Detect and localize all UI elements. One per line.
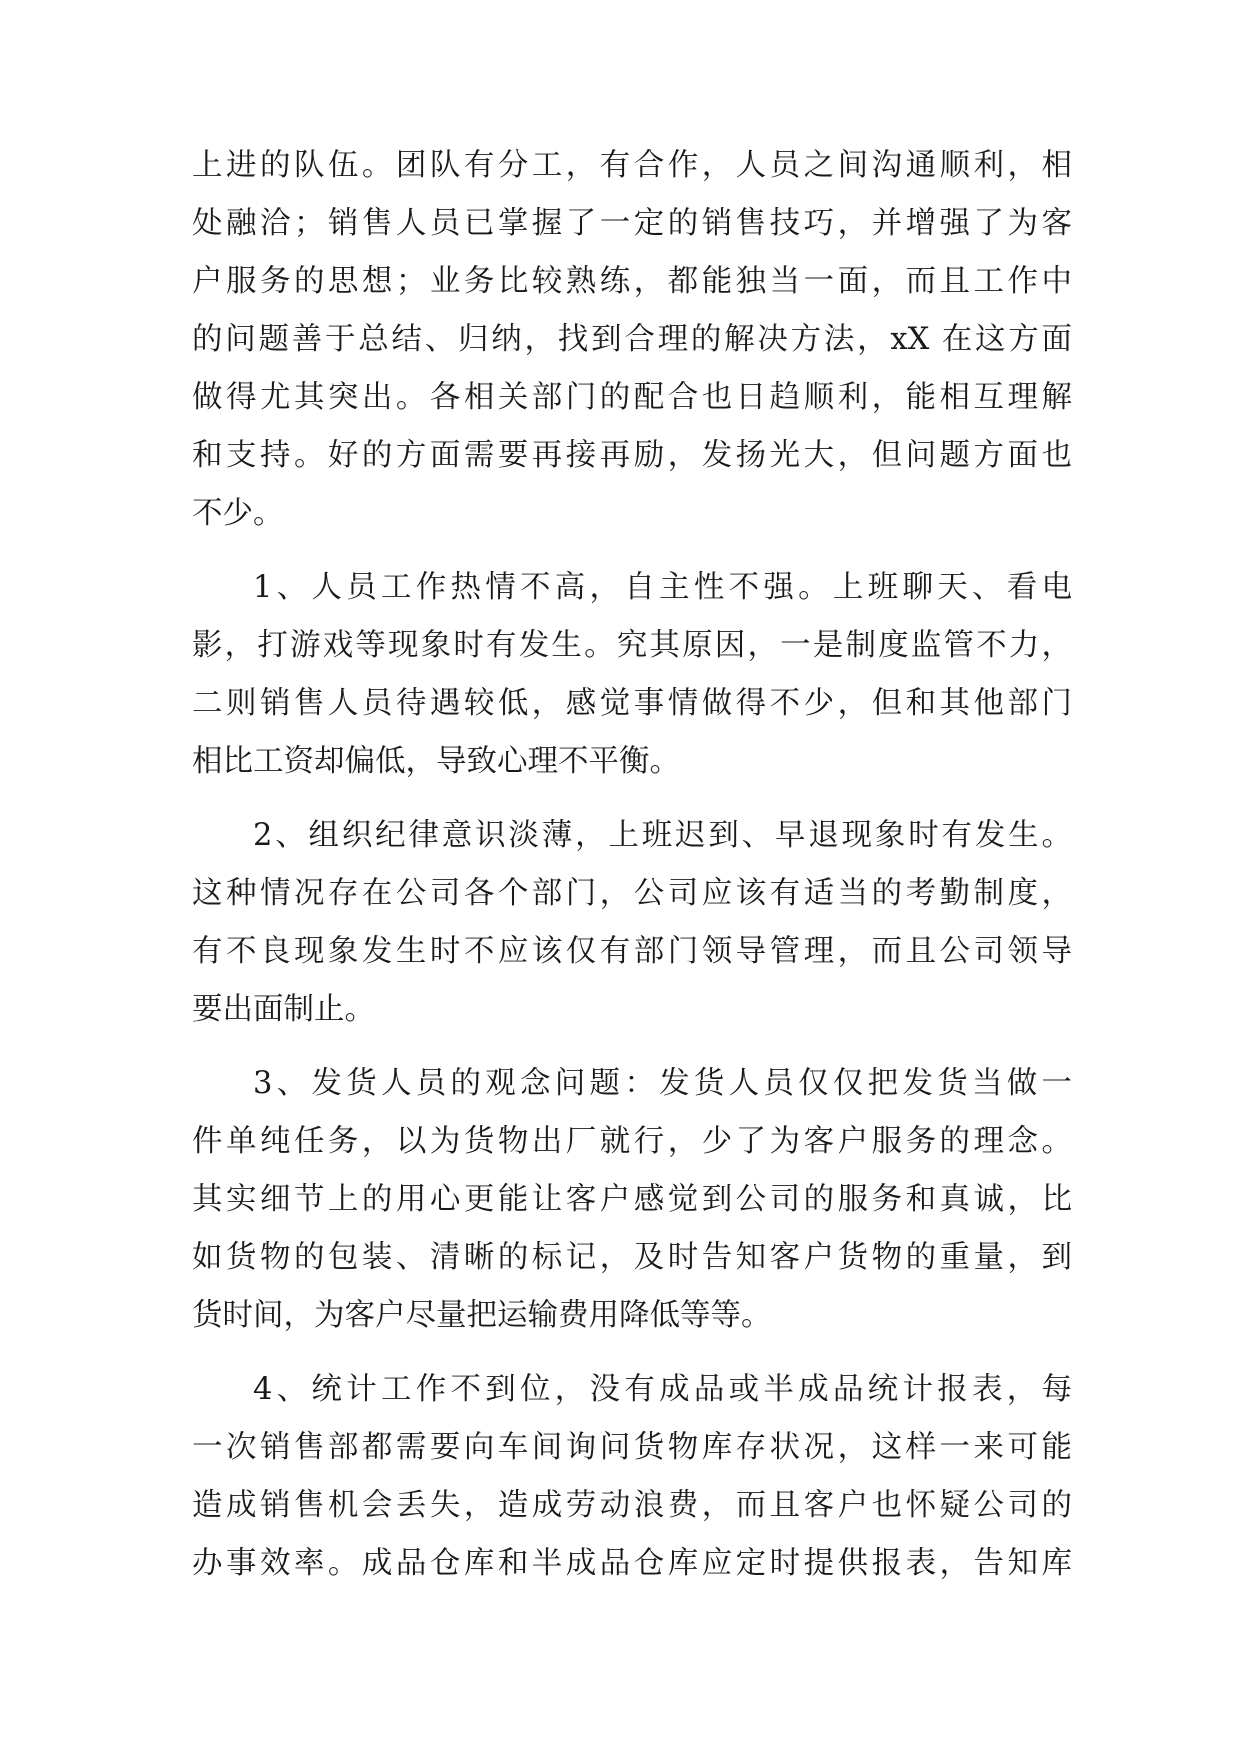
text-line: 其实细节上的用心更能让客户感觉到公司的服务和真诚，比 <box>192 1182 1072 1217</box>
text-line: 这种情况存在公司各个部门，公司应该有适当的考勤制度， <box>192 876 1072 911</box>
text-line: 做得尤其突出。各相关部门的配合也日趋顺利，能相互理解 <box>192 380 1072 415</box>
text-line: 造成销售机会丢失，造成劳动浪费，而且客户也怀疑公司的 <box>192 1488 1072 1523</box>
text-line: 2、组织纪律意识淡薄，上班迟到、早退现象时有发生。 <box>253 818 1072 853</box>
text-line: 不少。 <box>192 496 284 531</box>
text-line: 一次销售部都需要向车间询问货物库存状况，这样一来可能 <box>192 1430 1072 1465</box>
text-line: 4、统计工作不到位，没有成品或半成品统计报表，每 <box>253 1372 1072 1407</box>
text-line: 1、人员工作热情不高，自主性不强。上班聊天、看电 <box>253 570 1072 605</box>
text-line: 和支持。好的方面需要再接再励，发扬光大，但问题方面也 <box>192 438 1072 473</box>
text-line: 的问题善于总结、归纳，找到合理的解决方法，xX 在这方面 <box>192 322 1072 357</box>
text-line: 二则销售人员待遇较低，感觉事情做得不少，但和其他部门 <box>192 686 1072 721</box>
text-line: 处融洽；销售人员已掌握了一定的销售技巧，并增强了为客 <box>192 206 1072 241</box>
text-line: 上进的队伍。团队有分工，有合作，人员之间沟通顺利，相 <box>192 148 1072 183</box>
text-line: 有不良现象发生时不应该仅有部门领导管理，而且公司领导 <box>192 934 1072 969</box>
text-line: 要出面制止。 <box>192 992 375 1027</box>
text-line: 3、发货人员的观念问题：发货人员仅仅把发货当做一 <box>253 1066 1072 1101</box>
text-line: 相比工资却偏低，导致心理不平衡。 <box>192 744 680 779</box>
text-line: 如货物的包装、清晰的标记，及时告知客户货物的重量，到 <box>192 1240 1072 1275</box>
text-line: 货时间，为客户尽量把运输费用降低等等。 <box>192 1298 772 1333</box>
text-line: 户服务的思想；业务比较熟练，都能独当一面，而且工作中 <box>192 264 1072 299</box>
text-line: 办事效率。成品仓库和半成品仓库应定时提供报表，告知库 <box>192 1546 1072 1581</box>
text-line: 件单纯任务，以为货物出厂就行，少了为客户服务的理念。 <box>192 1124 1072 1159</box>
text-line: 影，打游戏等现象时有发生。究其原因，一是制度监管不力， <box>192 628 1072 663</box>
